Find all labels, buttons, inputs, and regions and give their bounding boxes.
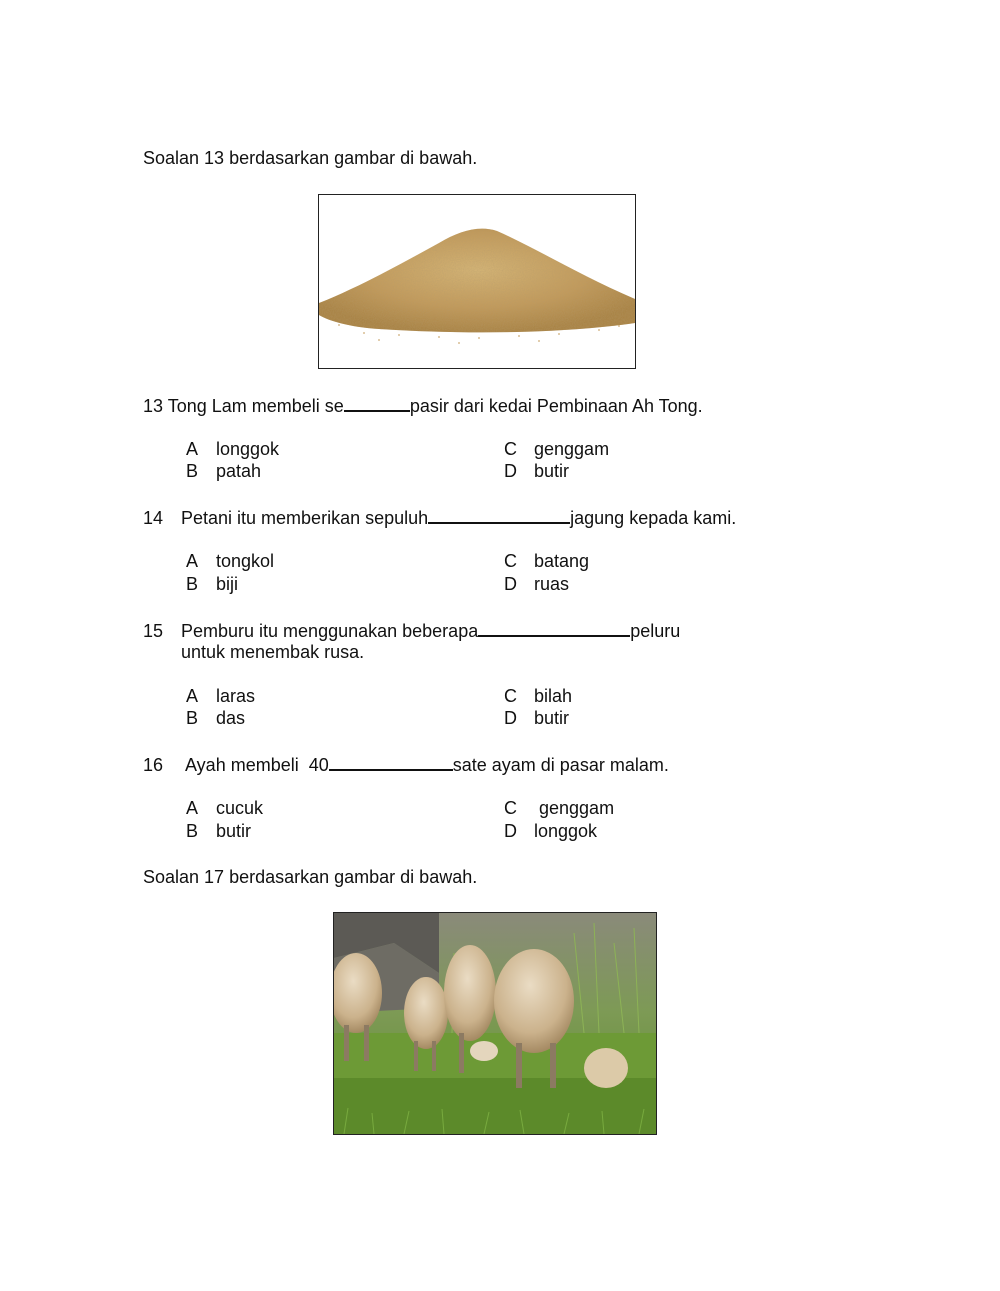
option-text: longgok [534, 821, 598, 841]
option-d[interactable] [504, 573, 569, 595]
option-a[interactable] [186, 438, 279, 460]
option-letter: D [504, 461, 517, 481]
answer-blank[interactable] [344, 394, 410, 412]
option-text: butir [216, 821, 252, 841]
option-text: batang [534, 551, 590, 571]
option-a[interactable] [186, 550, 274, 572]
question-text-after: peluru [630, 621, 681, 641]
question-text-before: Tong Lam membeli se [167, 396, 344, 416]
option-d[interactable] [504, 707, 569, 729]
option-text: genggam [534, 798, 615, 818]
option-letter: D [504, 821, 517, 841]
sheep-grazing-image [333, 912, 657, 1135]
sand-pile-image [318, 194, 636, 369]
option-text: laras [216, 686, 256, 706]
option-text: ruas [534, 574, 570, 594]
question-text-before: Pemburu itu menggunakan beberapa [181, 621, 479, 641]
option-text: butir [534, 461, 570, 481]
option-letter: A [186, 686, 199, 706]
answer-blank[interactable] [428, 506, 570, 524]
section-header-13: Soalan 13 berdasarkan gambar di bawah. [143, 148, 478, 168]
option-text: das [216, 708, 246, 728]
option-d[interactable] [504, 460, 569, 482]
question-text-after: jagung kepada kami. [570, 508, 737, 528]
option-letter: C [504, 439, 517, 459]
option-b[interactable] [186, 460, 261, 482]
option-letter: D [504, 574, 517, 594]
option-c[interactable] [504, 550, 589, 572]
question-15-line-2: untuk menembak rusa. [181, 642, 365, 662]
question-16 [143, 753, 669, 776]
question-number: 13 [143, 396, 164, 416]
option-text: patah [216, 461, 262, 481]
option-letter: B [186, 461, 199, 481]
option-letter: D [504, 708, 517, 728]
question-text-after: sate ayam di pasar malam. [452, 755, 669, 775]
option-text: cucuk [216, 798, 264, 818]
option-c[interactable] [504, 797, 614, 819]
option-letter: C [504, 686, 517, 706]
option-letter: B [186, 821, 199, 841]
option-text: longgok [216, 439, 280, 459]
question-text-before: Petani itu memberikan sepuluh [181, 508, 429, 528]
section-header-17: Soalan 17 berdasarkan gambar di bawah. [143, 867, 478, 887]
option-c[interactable] [504, 685, 572, 707]
question-number: 15 [143, 621, 164, 641]
answer-blank[interactable] [478, 619, 630, 637]
option-letter: C [504, 551, 517, 571]
option-text: genggam [534, 439, 610, 459]
option-b[interactable] [186, 707, 245, 729]
question-13 [143, 394, 703, 417]
option-letter: B [186, 708, 199, 728]
option-letter: C [504, 798, 517, 818]
sheep-grazing-illustration [334, 913, 656, 1134]
answer-blank[interactable] [329, 753, 453, 771]
option-text: tongkol [216, 551, 275, 571]
option-text: bilah [534, 686, 573, 706]
option-letter: A [186, 798, 199, 818]
option-text: biji [216, 574, 239, 594]
question-number: 14 [143, 508, 164, 528]
question-number: 16 [143, 755, 164, 775]
option-a[interactable] [186, 797, 263, 819]
question-text-before: Ayah membeli 40 [185, 755, 329, 775]
option-a[interactable] [186, 685, 255, 707]
sand-pile-illustration [319, 195, 635, 368]
option-b[interactable] [186, 820, 251, 842]
question-text-after: pasir dari kedai Pembinaan Ah Tong. [409, 396, 703, 416]
option-b[interactable] [186, 573, 238, 595]
option-letter: B [186, 574, 199, 594]
question-15 [143, 619, 680, 642]
question-14 [143, 506, 736, 529]
option-d[interactable] [504, 820, 597, 842]
option-c[interactable] [504, 438, 609, 460]
option-letter: A [186, 551, 199, 571]
option-text: butir [534, 708, 570, 728]
option-letter: A [186, 439, 199, 459]
